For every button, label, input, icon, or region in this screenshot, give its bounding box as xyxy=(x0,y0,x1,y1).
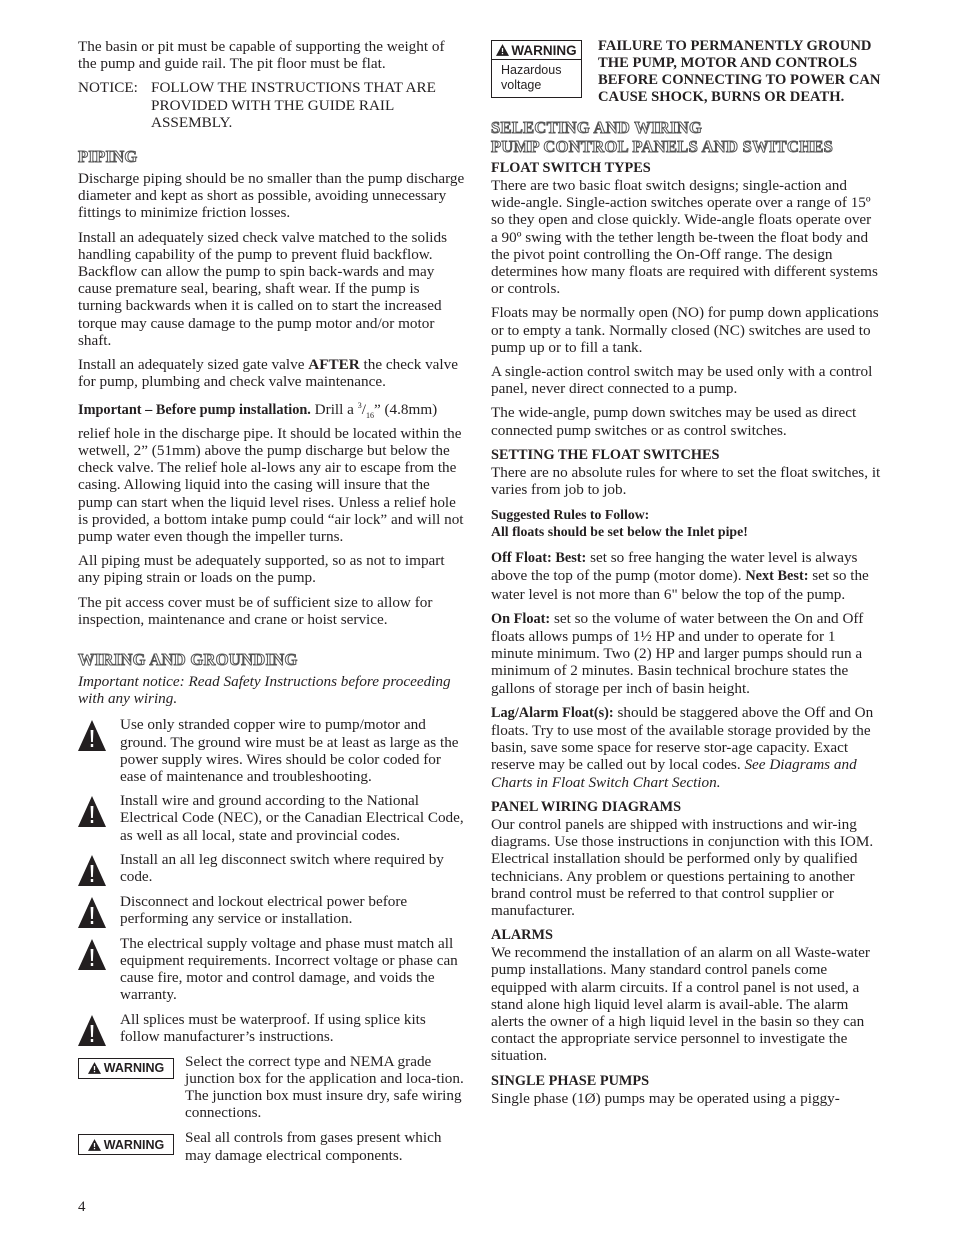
float-types-paragraph-2: Floats may be normally open (NO) for pump down applications or to empty a tank. Normally closed (NC) switches are used to pump up or to fill a tank. xyxy=(491,304,879,356)
setting-paragraph: There are no absolute rules for where to set the float switches, it varies from job to job. xyxy=(491,463,881,499)
warning-triangle-icon xyxy=(78,893,120,928)
safety-item xyxy=(78,935,466,1004)
single-phase-title: SINGLE PHASE PUMPS xyxy=(491,1072,650,1089)
piping-heading: PIPING xyxy=(78,147,138,167)
warning-triangle-icon xyxy=(496,44,509,56)
page-number: 4 xyxy=(78,1199,86,1215)
safety-item xyxy=(78,851,466,886)
safety-item-text: All splices must be waterproof. If using splice kits follow manufacturer’s instructions. xyxy=(120,1010,426,1045)
panel-wiring-paragraph: Our control panels are shipped with instructions and wir-ing diagrams. Use those instructions in conjunction with this IOM. Electrical installation should be performed only by qualified technicians. Any problem or questions pertaining to another brand control must be referred to that control supplier or manufacturer. xyxy=(491,815,874,919)
warning-badge xyxy=(78,1134,174,1155)
selecting-heading-line1: SELECTING AND WIRING xyxy=(491,118,703,137)
safety-item-text: Use only stranded copper wire to pump/motor and ground. The ground wire must be at least as large as the power supply wires. Wires should be color coded for ease of maintenance and troubleshooting. xyxy=(120,716,459,785)
wiring-heading: WIRING AND GROUNDING xyxy=(78,649,298,669)
warning-item-text: Select the correct type and NEMA grade junction box for the application and loca-tion. The junction box must insure dry, safe wiring connections. xyxy=(185,1052,464,1122)
setting-title: SETTING THE FLOAT SWITCHES xyxy=(491,446,720,463)
warning-badge-label: WARNING xyxy=(103,1061,165,1076)
warning-triangle-icon xyxy=(78,1011,120,1046)
warning-triangle-icon xyxy=(88,1139,104,1151)
warning-badge-label: WARNING xyxy=(103,1137,165,1152)
safety-list xyxy=(78,716,466,1045)
alarms-paragraph: We recommend the installation of an alarm on all Waste-water pump installations. Many standard control panels come equipped with alarm circuits. If a control panel is not used, a stand alone high liquid level alarm is avail-able. The alarm alerts the owner of a high liquid level in the basin so they can contact the appropriate service personnel to investigate the situation. xyxy=(491,944,870,1065)
warning-triangle-icon xyxy=(78,792,120,827)
float-types-paragraph-3: A single-action control switch may be used only with a control panel, never direct connected to a pump. xyxy=(491,363,873,398)
warning-text: FAILURE TO PERMANENTLY GROUND THE PUMP, MOTOR AND CONTROLS BEFORE CONNECTING TO POWER CAN CAUSE SHOCK, BURNS OR DEATH. xyxy=(598,38,881,105)
warning-item xyxy=(78,1129,466,1163)
right-column xyxy=(491,38,881,1114)
safety-item xyxy=(78,716,466,785)
float-types-title: FLOAT SWITCH TYPES xyxy=(491,160,651,176)
safety-item-text: Install an all leg disconnect switch where required by code. xyxy=(120,850,444,886)
warning-list xyxy=(78,1053,466,1164)
safety-item xyxy=(78,893,466,928)
rules-line-2: All floats should be set below the Inlet pipe! xyxy=(491,524,748,540)
rules-line-1: Suggested Rules to Follow: xyxy=(491,507,650,523)
piping-paragraph-5: All piping must be adequately supported, so as not to impart any piping strain or loads on the pump. xyxy=(78,552,445,587)
safety-item xyxy=(78,1011,466,1046)
on-float-paragraph: On Float: set so the volume of water between the On and Off floats allows pumps of 1½ HP and under to operate for 1 minute minimum. Two (2) HP and larger pumps should run a minimum of 2 minutes. Basin technical brochure states the gallons of storage per inch of basin height. xyxy=(491,609,864,697)
single-phase-paragraph: Single phase (1Ø) pumps may be operated using a piggy- xyxy=(491,1089,840,1107)
warning-label: WARNING xyxy=(511,42,577,58)
hazard-warning xyxy=(491,38,881,106)
safety-item xyxy=(78,792,466,844)
notice-text: FOLLOW THE INSTRUCTIONS THAT ARE PROVIDED WITH THE GUIDE RAIL ASSEMBLY. xyxy=(151,79,436,131)
piping-paragraph-3: Install an adequately sized gate valve AFTER the check valve for pump, plumbing and check valve maintenance. xyxy=(78,356,458,391)
float-types-paragraph-1: There are two basic float switch designs; single-action and wide-angle. Single-action switches operate over a range of 15º so they open and close quickly. Wide-angle floats operate over a 90º swing with the tether length be-tween the float body and the pivot point controlling the On-Off range. The design determines how many floats are required with different systems or controls. xyxy=(491,177,878,298)
lag-float-paragraph: Lag/Alarm Float(s): should be staggered above the Off and On floats. Try to use most of the available storage provided by the basin, save some space for reserve stor-age capacity. Exact reserve may be called out by local codes. See Diagrams and Charts in Float Switch Chart Section. xyxy=(491,703,874,791)
safety-item-text: Disconnect and lockout electrical power before performing any service or installation. xyxy=(120,892,408,928)
warning-triangle-icon xyxy=(78,851,120,886)
warning-item xyxy=(78,1053,466,1122)
float-types-paragraph-4: The wide-angle, pump down switches may be used as direct connected pump switches or as control switches. xyxy=(491,404,857,439)
panel-wiring-title: PANEL WIRING DIAGRAMS xyxy=(491,798,682,815)
notice-label: NOTICE: xyxy=(78,79,138,97)
warning-triangle-icon xyxy=(78,935,120,970)
warning-item-text: Seal all controls from gases present which may damage electrical components. xyxy=(185,1129,442,1164)
hazardous-voltage-label: Hazardous voltage xyxy=(501,63,562,92)
safety-item-text: Install wire and ground according to the National Electrical Code (NEC), or the Canadian Electrical Code, as well as all local, state and provincial codes. xyxy=(120,792,464,844)
notice xyxy=(78,79,466,131)
selecting-heading-line2: PUMP CONTROL PANELS AND SWITCHES xyxy=(491,137,834,156)
piping-paragraph-4: Important – Before pump installation. Drill a $^3/_{16}$” (4.8mm) relief hole in the discharge pipe. It should be located within the wetwell, 2” (51mm) above the pump discharge but below the check valve. The relief hole al-lows any air to escape from the casing. Allowing liquid into the casing will insure that the pump can start when the liquid level rises. Unless a relief hole is provided, a bottom intake pump could “air lock” and will not pump water even though the impeller turns. xyxy=(78,401,464,545)
warning-badge xyxy=(78,1058,174,1079)
safety-item-text: The electrical supply voltage and phase must match all equipment requirements. Incorrect voltage or phase can cause fire, motor and control damage, and voids the warranty. xyxy=(120,934,458,1004)
piping-paragraph-2: Install an adequately sized check valve matched to the solids handling capability of the pump to prevent fluid backflow. Backflow can allow the pump to spin back-wards and may cause premature seal, bearing, shaft wear. If the pump is turning backwards when it is called on to start the increased torque may cause damage to the pump motor and/or motor shaft. xyxy=(78,228,448,349)
intro-paragraph: The basin or pit must be capable of supporting the weight of the pump and guide rail. The pit floor must be flat. xyxy=(78,38,445,73)
piping-paragraph-1: Discharge piping should be no smaller than the pump discharge diameter and kept as short as possible, avoiding unnecessary fittings to minimize friction losses. xyxy=(78,170,465,222)
left-column xyxy=(78,38,466,1172)
warning-triangle-icon xyxy=(78,716,120,751)
wiring-notice: Important notice: Read Safety Instructions before proceeding with any wiring. xyxy=(78,672,451,708)
warning-label-box xyxy=(491,40,582,98)
piping-paragraph-6: The pit access cover must be of sufficient size to allow for inspection, maintenance and crane or hoist service. xyxy=(78,593,433,628)
off-float-paragraph: Off Float: Best: set so free hanging the water level is always above the top of the pump (motor dome). Next Best: set so the water level is not more than 6" below the top of the pump. xyxy=(491,549,869,603)
alarms-title: ALARMS xyxy=(491,927,553,944)
warning-triangle-icon xyxy=(88,1062,104,1074)
